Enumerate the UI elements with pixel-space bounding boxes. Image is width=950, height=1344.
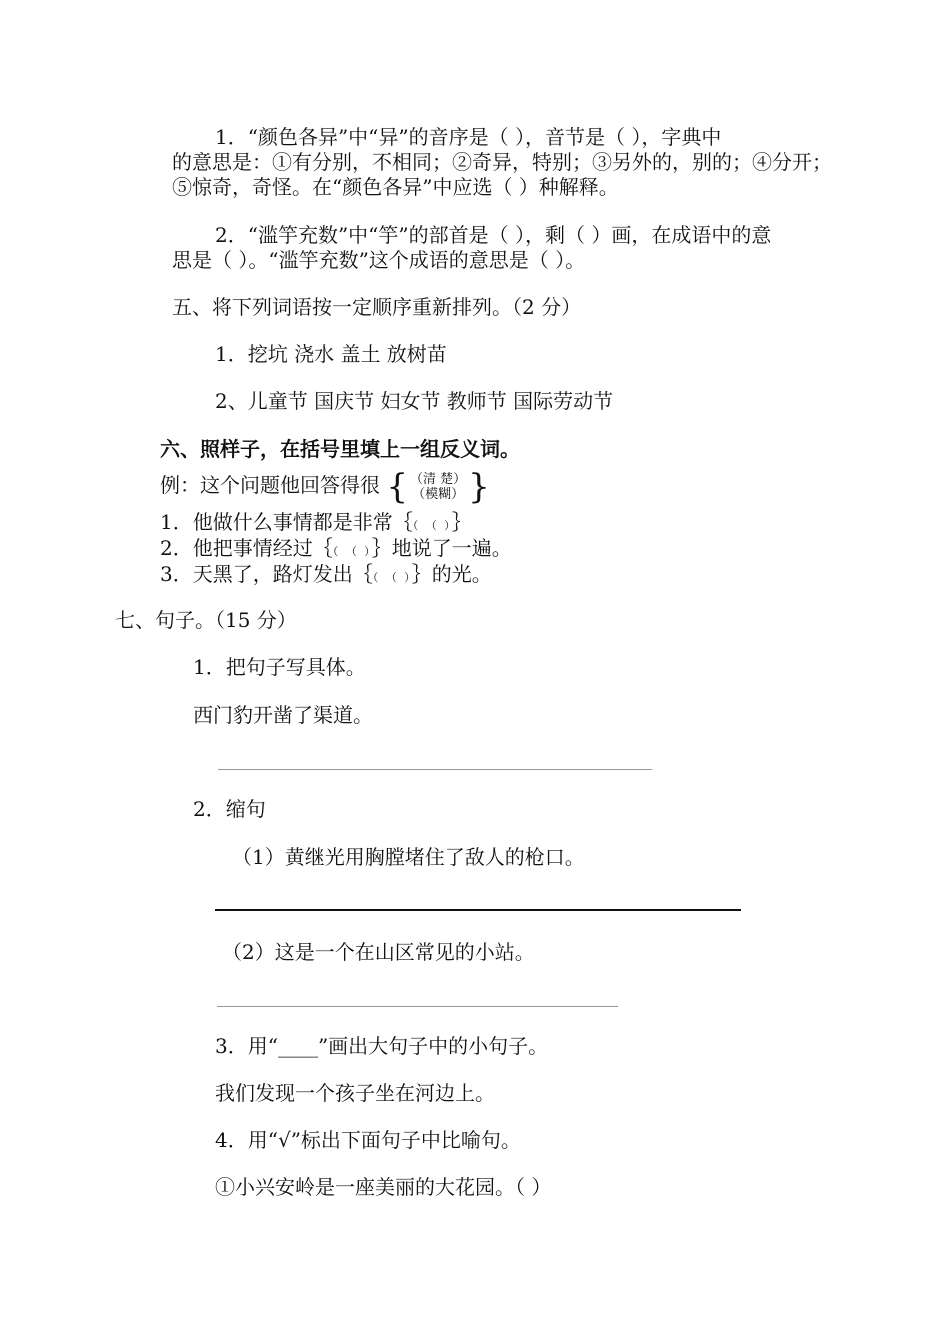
section-7-q2-2: （2）这是一个在山区常见的小站。 xyxy=(222,940,535,964)
question-1-line-1: 1．“颜色各异”中“异”的音序是（ ），音节是（ ），字典中 xyxy=(215,125,722,149)
section-7-q2-1: （1）黄继光用胸膛堵住了敌人的枪口。 xyxy=(232,845,585,869)
right-brace: } xyxy=(468,466,490,507)
answer-line-3[interactable] xyxy=(217,1006,618,1007)
section-6-example xyxy=(160,466,490,507)
answer-line-1[interactable] xyxy=(218,769,652,770)
section-6-title: 六、照样子，在括号里填上一组反义词。 xyxy=(160,437,520,461)
item-3-blank[interactable]: （ （ ） xyxy=(372,571,412,584)
item-3-close: ｝的光。 xyxy=(411,562,492,586)
section-7-q1-sentence: 西门豹开凿了渠道。 xyxy=(193,703,373,727)
answer-line-2[interactable] xyxy=(215,909,741,911)
item-2-close: ｝地说了一遍。 xyxy=(371,536,512,560)
item-1-close: ｝ xyxy=(451,510,472,534)
section-7-q4-1: ①小兴安岭是一座美丽的大花园。（ ） xyxy=(215,1175,552,1199)
section-7-q3-sentence: 我们发现一个孩子坐在河边上。 xyxy=(215,1081,495,1105)
section-7-q2: 2．缩句 xyxy=(193,797,266,821)
question-2-line-2: 思是（ ）。“滥竽充数”这个成语的意思是（ ）。 xyxy=(172,248,586,272)
example-top-word: （清 楚） xyxy=(410,471,467,487)
question-2-line-1: 2．“滥竽充数”中“竽”的部首是（ ），剩（ ）画，在成语中的意 xyxy=(215,223,772,247)
example-prefix: 例：这个问题他回答得很 xyxy=(160,473,380,497)
item-2-blank[interactable]: （ （ ） xyxy=(332,545,372,558)
example-bottom-word: （模糊） xyxy=(412,486,465,502)
section-7-q4: 4．用“√”标出下面句子中比喻句。 xyxy=(215,1128,521,1152)
left-brace: { xyxy=(386,466,408,507)
question-1-line-2: 的意思是：①有分别，不相同；②奇异，特别；③另外的，别的；④分开； xyxy=(172,150,832,174)
section-7-q1: 1．把句子写具体。 xyxy=(193,655,366,679)
section-5-item-1: 1．挖坑 浇水 盖土 放树苗 xyxy=(215,342,447,366)
item-2-text: 2．他把事情经过｛ xyxy=(160,536,333,560)
section-6-item-3 xyxy=(160,561,492,591)
question-1-line-3: ⑤惊奇，奇怪。在“颜色各异”中应选（ ）种解释。 xyxy=(172,175,619,199)
example-answer-stack xyxy=(410,472,466,502)
section-7-title: 七、句子。（15 分） xyxy=(115,608,297,632)
item-1-blank[interactable]: （ （ ） xyxy=(412,519,452,532)
section-7-q3: 3．用“____”画出大句子中的小句子。 xyxy=(215,1034,549,1058)
section-5-item-2: 2、儿童节 国庆节 妇女节 教师节 国际劳动节 xyxy=(215,389,614,413)
item-3-text: 3．天黑了，路灯发出｛ xyxy=(160,562,373,586)
item-1-text: 1．他做什么事情都是非常｛ xyxy=(160,510,413,534)
section-5-title: 五、将下列词语按一定顺序重新排列。（2 分） xyxy=(172,295,582,319)
